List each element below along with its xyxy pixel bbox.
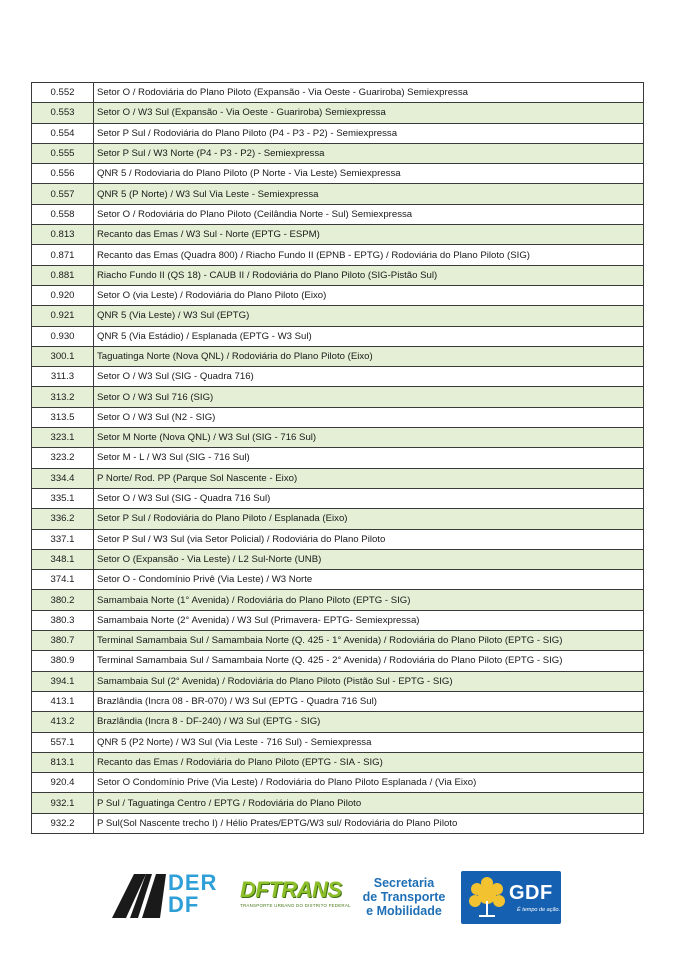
route-code: 920.4 bbox=[32, 773, 94, 793]
route-description: Setor P Sul / W3 Sul (via Setor Policial) / Rodoviária do Plano Piloto bbox=[94, 529, 644, 549]
route-description: Samambaia Norte (1° Avenida) / Rodoviária do Plano Piloto (EPTG - SIG) bbox=[94, 590, 644, 610]
route-description: QNR 5 (Via Leste) / W3 Sul (EPTG) bbox=[94, 306, 644, 326]
route-code: 0.871 bbox=[32, 245, 94, 265]
route-code: 813.1 bbox=[32, 752, 94, 772]
route-description: QNR 5 (P Norte) / W3 Sul Via Leste - Semiexpressa bbox=[94, 184, 644, 204]
route-description: P Sul / Taguatinga Centro / EPTG / Rodoviária do Plano Piloto bbox=[94, 793, 644, 813]
route-code: 335.1 bbox=[32, 488, 94, 508]
route-description: Setor O / Rodoviária do Plano Piloto (Expansão - Via Oeste - Guariroba) Semiexpressa bbox=[94, 83, 644, 103]
route-description: Setor O / W3 Sul (Expansão - Via Oeste - Guariroba) Semiexpressa bbox=[94, 103, 644, 123]
route-code: 311.3 bbox=[32, 367, 94, 387]
table-row bbox=[32, 712, 644, 732]
route-description: Terminal Samambaia Sul / Samambaia Norte (Q. 425 - 2° Avenida) / Rodoviária do Plano Piloto (EPTG - SIG) bbox=[94, 651, 644, 671]
table-row bbox=[32, 164, 644, 184]
route-code: 557.1 bbox=[32, 732, 94, 752]
route-code: 0.556 bbox=[32, 164, 94, 184]
route-description: Setor O / W3 Sul (SIG - Quadra 716) bbox=[94, 367, 644, 387]
table-row bbox=[32, 793, 644, 813]
route-code: 336.2 bbox=[32, 509, 94, 529]
table-row bbox=[32, 610, 644, 630]
table-row bbox=[32, 691, 644, 711]
route-description: Setor O Condomínio Prive (Via Leste) / Rodoviária do Plano Piloto Esplanada / (Via Eixo) bbox=[94, 773, 644, 793]
route-code: 0.881 bbox=[32, 265, 94, 285]
route-description: Setor P Sul / W3 Norte (P4 - P3 - P2) - Semiexpressa bbox=[94, 143, 644, 163]
table-row bbox=[32, 651, 644, 671]
route-code: 323.2 bbox=[32, 448, 94, 468]
dftrans-subtitle: TRANSPORTE URBANO DO DISTRITO FEDERAL bbox=[240, 903, 351, 908]
routes-table-container bbox=[31, 82, 644, 834]
route-description: Recanto das Emas / Rodoviária do Plano Piloto (EPTG - SIA - SIG) bbox=[94, 752, 644, 772]
route-description: Setor P Sul / Rodoviária do Plano Piloto / Esplanada (Eixo) bbox=[94, 509, 644, 529]
table-row bbox=[32, 448, 644, 468]
table-row bbox=[32, 346, 644, 366]
route-description: Setor P Sul / Rodoviária do Plano Piloto (P4 - P3 - P2) - Semiexpressa bbox=[94, 123, 644, 143]
table-row bbox=[32, 326, 644, 346]
route-description: Recanto das Emas / W3 Sul - Norte (EPTG - ESPM) bbox=[94, 225, 644, 245]
gdf-logo bbox=[461, 871, 561, 924]
route-code: 374.1 bbox=[32, 570, 94, 590]
gdf-slogan: É tempo de ação. bbox=[517, 907, 561, 913]
route-code: 313.2 bbox=[32, 387, 94, 407]
route-description: Setor O (via Leste) / Rodoviária do Plano Piloto (Eixo) bbox=[94, 285, 644, 305]
table-row bbox=[32, 204, 644, 224]
route-code: 337.1 bbox=[32, 529, 94, 549]
routes-table-body bbox=[32, 83, 644, 834]
secretaria-line1: Secretaria bbox=[373, 876, 435, 890]
route-code: 0.920 bbox=[32, 285, 94, 305]
table-row bbox=[32, 407, 644, 427]
table-row bbox=[32, 549, 644, 569]
table-row bbox=[32, 813, 644, 833]
route-description: QNR 5 (P2 Norte) / W3 Sul (Via Leste - 716 Sul) - Semiexpressa bbox=[94, 732, 644, 752]
route-code: 413.1 bbox=[32, 691, 94, 711]
route-code: 300.1 bbox=[32, 346, 94, 366]
route-code: 0.555 bbox=[32, 143, 94, 163]
table-row bbox=[32, 631, 644, 651]
table-row bbox=[32, 732, 644, 752]
table-row bbox=[32, 590, 644, 610]
route-code: 348.1 bbox=[32, 549, 94, 569]
secretaria-line3: e Mobilidade bbox=[366, 904, 442, 918]
table-row bbox=[32, 285, 644, 305]
route-description: Samambaia Sul (2° Avenida) / Rodoviária do Plano Piloto (Pistão Sul - EPTG - SIG) bbox=[94, 671, 644, 691]
secretaria-line2: de Transporte bbox=[362, 890, 446, 904]
route-code: 380.3 bbox=[32, 610, 94, 630]
table-row bbox=[32, 103, 644, 123]
dftrans-name: DFTRANS bbox=[240, 877, 342, 902]
route-description: Brazlândia (Incra 8 - DF-240) / W3 Sul (EPTG - SIG) bbox=[94, 712, 644, 732]
table-row bbox=[32, 387, 644, 407]
table-row bbox=[32, 570, 644, 590]
route-description: Brazlândia (Incra 08 - BR-070) / W3 Sul (EPTG - Quadra 716 Sul) bbox=[94, 691, 644, 711]
route-description: Samambaia Norte (2° Avenida) / W3 Sul (Primavera- EPTG- Semiexpressa) bbox=[94, 610, 644, 630]
route-description: Terminal Samambaia Sul / Samambaia Norte (Q. 425 - 1° Avenida) / Rodoviária do Plano Piloto (EPTG - SIG) bbox=[94, 631, 644, 651]
table-row bbox=[32, 529, 644, 549]
route-code: 323.1 bbox=[32, 428, 94, 448]
route-code: 932.1 bbox=[32, 793, 94, 813]
route-description: Setor O / W3 Sul (N2 - SIG) bbox=[94, 407, 644, 427]
table-row bbox=[32, 468, 644, 488]
table-row bbox=[32, 123, 644, 143]
route-code: 0.558 bbox=[32, 204, 94, 224]
route-description: Riacho Fundo II (QS 18) - CAUB II / Rodoviária do Plano Piloto (SIG-Pistão Sul) bbox=[94, 265, 644, 285]
route-description: Setor M Norte (Nova QNL) / W3 Sul (SIG - 716 Sul) bbox=[94, 428, 644, 448]
route-code: 0.552 bbox=[32, 83, 94, 103]
table-row bbox=[32, 225, 644, 245]
route-code: 380.2 bbox=[32, 590, 94, 610]
der-df-logo bbox=[112, 872, 232, 922]
footer-logos bbox=[0, 862, 675, 932]
gdf-flower-icon bbox=[465, 877, 509, 919]
route-code: 0.930 bbox=[32, 326, 94, 346]
table-row bbox=[32, 184, 644, 204]
table-row bbox=[32, 306, 644, 326]
route-description: Recanto das Emas (Quadra 800) / Riacho Fundo II (EPNB - EPTG) / Rodoviária do Plano Piloto (SIG) bbox=[94, 245, 644, 265]
route-description: Setor M - L / W3 Sul (SIG - 716 Sul) bbox=[94, 448, 644, 468]
route-code: 0.553 bbox=[32, 103, 94, 123]
route-code: 413.2 bbox=[32, 712, 94, 732]
route-description: P Norte/ Rod. PP (Parque Sol Nascente - Eixo) bbox=[94, 468, 644, 488]
route-code: 380.9 bbox=[32, 651, 94, 671]
route-description: Setor O / Rodoviária do Plano Piloto (Ceilândia Norte - Sul) Semiexpressa bbox=[94, 204, 644, 224]
route-description: Setor O - Condomínio Privê (Via Leste) / W3 Norte bbox=[94, 570, 644, 590]
route-code: 0.921 bbox=[32, 306, 94, 326]
table-row bbox=[32, 428, 644, 448]
df-text: DF bbox=[168, 892, 200, 917]
gdf-name: GDF bbox=[509, 882, 553, 904]
route-description: Setor O / W3 Sul 716 (SIG) bbox=[94, 387, 644, 407]
route-description: Setor O (Expansão - Via Leste) / L2 Sul-Norte (UNB) bbox=[94, 549, 644, 569]
route-description: P Sul(Sol Nascente trecho I) / Hélio Prates/EPTG/W3 sul/ Rodoviária do Plano Piloto bbox=[94, 813, 644, 833]
route-code: 313.5 bbox=[32, 407, 94, 427]
route-description: QNR 5 (Via Estádio) / Esplanada (EPTG - W3 Sul) bbox=[94, 326, 644, 346]
table-row bbox=[32, 488, 644, 508]
route-code: 932.2 bbox=[32, 813, 94, 833]
table-row bbox=[32, 83, 644, 103]
routes-table bbox=[31, 82, 644, 834]
route-code: 380.7 bbox=[32, 631, 94, 651]
table-row bbox=[32, 265, 644, 285]
route-code: 0.557 bbox=[32, 184, 94, 204]
secretaria-logo bbox=[356, 876, 452, 922]
table-row bbox=[32, 773, 644, 793]
route-code: 334.4 bbox=[32, 468, 94, 488]
table-row bbox=[32, 509, 644, 529]
table-row bbox=[32, 143, 644, 163]
table-row bbox=[32, 367, 644, 387]
dftrans-logo bbox=[240, 877, 351, 918]
route-code: 0.813 bbox=[32, 225, 94, 245]
table-row bbox=[32, 752, 644, 772]
route-code: 394.1 bbox=[32, 671, 94, 691]
route-code: 0.554 bbox=[32, 123, 94, 143]
table-row bbox=[32, 245, 644, 265]
der-text: DER bbox=[168, 870, 218, 895]
route-description: Setor O / W3 Sul (SIG - Quadra 716 Sul) bbox=[94, 488, 644, 508]
route-description: Taguatinga Norte (Nova QNL) / Rodoviária do Plano Piloto (Eixo) bbox=[94, 346, 644, 366]
der-road-icon bbox=[112, 874, 168, 918]
route-description: QNR 5 / Rodoviaria do Plano Piloto (P Norte - Via Leste) Semiexpressa bbox=[94, 164, 644, 184]
table-row bbox=[32, 671, 644, 691]
